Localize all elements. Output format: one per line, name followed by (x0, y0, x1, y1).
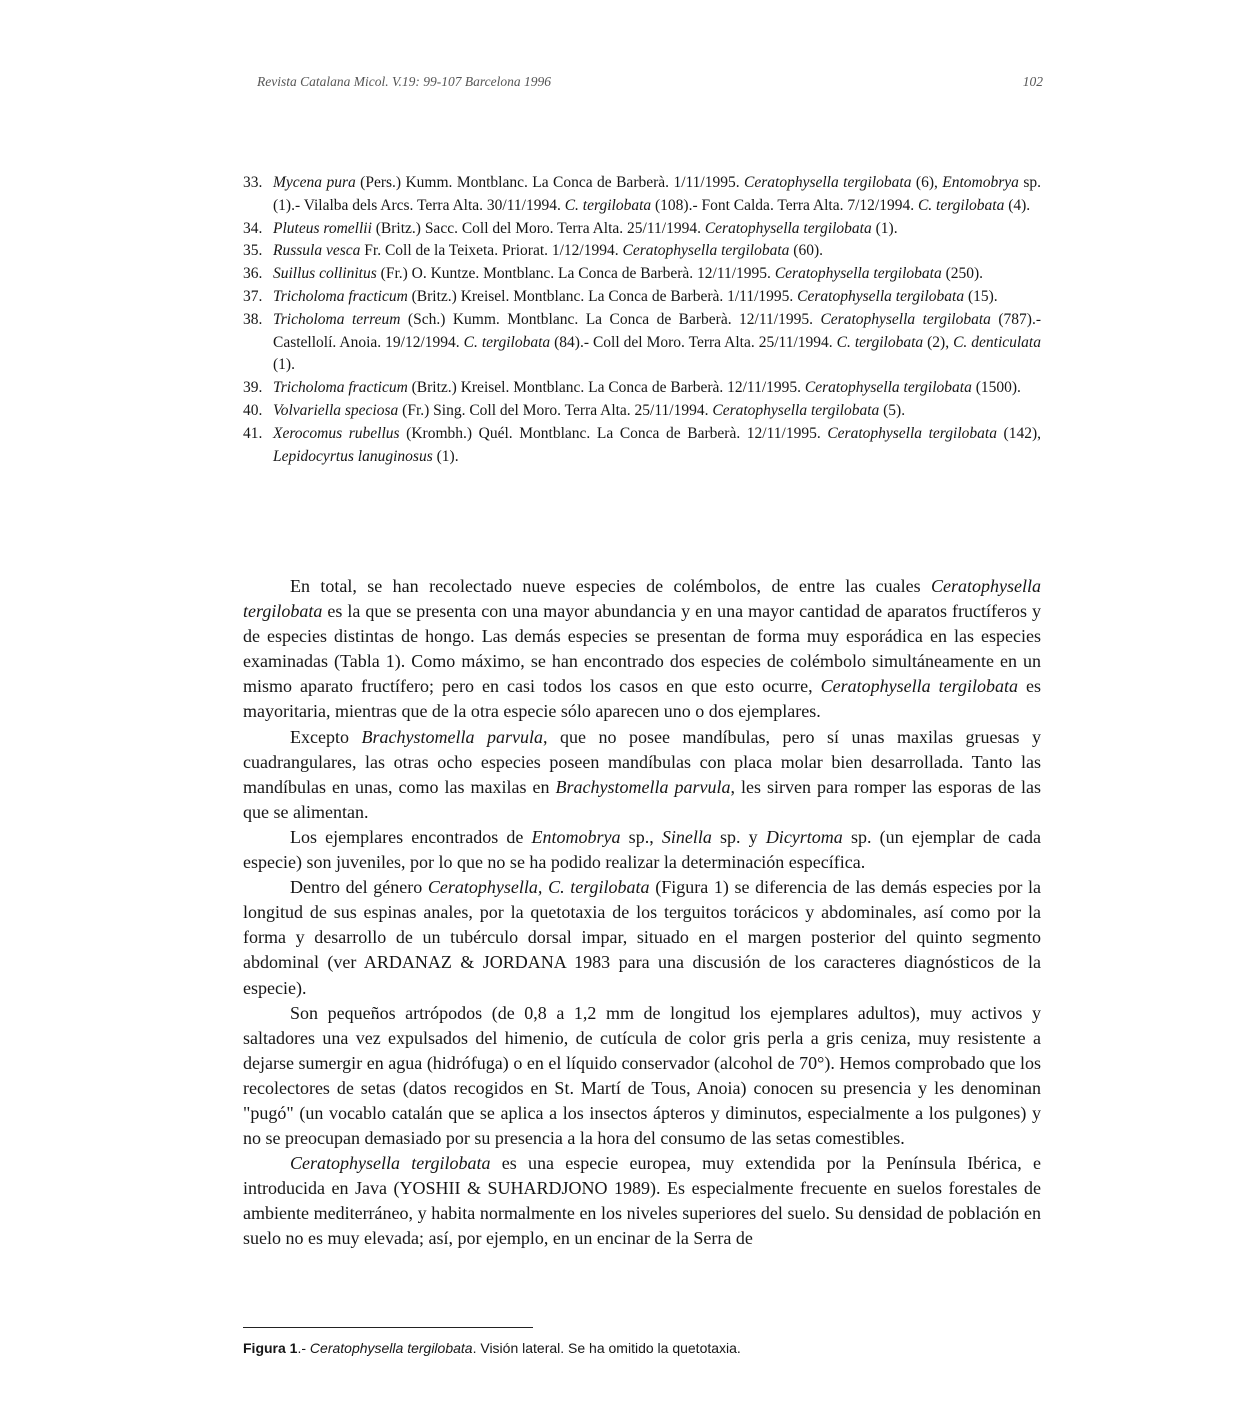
taxon-name: Tricholoma terreum (273, 310, 401, 328)
text-run: Excepto (290, 726, 362, 747)
record-item (243, 172, 1041, 218)
text-run: (1). (432, 447, 459, 465)
taxon-name: Ceratophysella, C. tergilobata (427, 877, 650, 898)
figure-caption (243, 1338, 1041, 1358)
record-number: 33. (243, 174, 263, 191)
text-run: (Fr.) O. Kuntze. Montblanc. La Conca de Barberà. 12/11/1995. (376, 265, 775, 283)
taxon-name: Entomobrya (942, 174, 1019, 191)
taxon-name: C. denticulata (953, 333, 1041, 351)
taxon-name: Entomobrya (531, 826, 621, 847)
text-run: (60). (789, 242, 823, 260)
text-run: (4). (1004, 196, 1031, 214)
text-run: (1). (871, 219, 898, 237)
taxon-name: Xerocomus rubellus (273, 424, 400, 442)
text-run: es la que se presenta con una mayor abundancia y en una mayor cantidad de aparatos fructíferos y de especies distintas de hongo. Las demás especies se presentan de forma muy esporádica en las especies examinadas (Tabla 1). Como máximo, se han encontrado dos especies de colémbolo simultáneamente en un mismo aparato fructífero; pero en casi todos los casos en que esto ocurre, (243, 601, 1041, 697)
text-run: , les sirven para romper las esporas de las que se alimentan. (243, 776, 1041, 822)
text-run: (Krombh.) Quél. Montblanc. La Conca de Barberà. 12/11/1995. (399, 424, 828, 442)
taxon-name: Ceratophysella tergilobata (820, 676, 1018, 697)
taxon-name: Ceratophysella tergilobata (744, 174, 912, 191)
record-number: 36. (243, 265, 263, 283)
paragraph (243, 1151, 1041, 1251)
taxon-name: Russula vesca (273, 242, 361, 260)
taxon-name: C. tergilobata (564, 196, 652, 214)
paragraph (243, 574, 1041, 725)
text-run: sp. (un ejemplar de cada especie) son juveniles, por lo que no se ha podido realizar la determinación específica. (243, 826, 1041, 873)
record-item (243, 309, 1041, 377)
taxon-name: Lepidocyrtus lanuginosus (273, 447, 433, 465)
taxon-name: Ceratophysella tergilobata (704, 219, 872, 237)
taxon-name: Dicyrtoma (765, 826, 843, 847)
text-run: (787).- Castellolí. Anoia. 19/12/1994. (273, 310, 1041, 351)
taxon-name: Ceratophysella tergilobata (804, 379, 972, 397)
text-run: (1). (273, 356, 295, 374)
paragraph (243, 1001, 1041, 1152)
text-run: , que no posee mandíbulas, pero sí unas maxilas gruesas y cuadrangulares, las otras ocho especies poseen mandíbulas con placa molar bien desarrollada. Tanto las mandíbulas en unas, como las maxilas en (243, 726, 1041, 797)
record-item (243, 423, 1041, 469)
taxon-name: Ceratophysella tergilobata (797, 287, 965, 305)
text-run: Fr. Coll de la Teixeta. Priorat. 1/12/1994. (360, 242, 623, 260)
text-run: sp., (620, 826, 662, 847)
text-run: Son pequeños artrópodos (de 0,8 a 1,2 mm de longitud los ejemplares adultos), muy activos y saltadores una vez expulsados del himenio, de cutícula de color gris perla a gris ceniza, muy resistente a dejarse sumergir en agua (hidrófuga) o en el líquido conservador (alcohol de 70°). Hemos comprobado que los recolectores de setas (datos recogidos en St. Martí de Tous, Anoia) conocen su presencia y les denominan "pugó" (un vocablo catalán que se aplica a los insectos ápteros y diminutos, especialmente a los pulgones) y no se preocupan demasiado por su presencia a la hora del consumo de las setas comestibles. (243, 1002, 1041, 1149)
page-number: 102 (1022, 74, 1043, 89)
text-run: (6), (911, 174, 943, 191)
text-run: (2), (923, 333, 954, 351)
text-run: (15). (964, 287, 998, 305)
taxon-name: C. tergilobata (836, 333, 924, 351)
caption-separator: .- (297, 1340, 310, 1356)
taxon-name: Mycena pura (273, 174, 356, 191)
paragraph (243, 825, 1041, 875)
record-number: 39. (243, 379, 263, 397)
taxon-name: Ceratophysella tergilobata (290, 1153, 491, 1174)
taxon-name: Tricholoma fracticum (273, 379, 408, 397)
record-number: 40. (243, 401, 263, 419)
text-run: (250). (941, 265, 984, 283)
text-run: es una especie europea, muy extendida por la Península Ibérica, e introducida en Java (YOSHII & SUHARDJONO 1989). Es especialmente frecuente en suelos forestales de ambiente mediterráneo, y habita normalmente en los niveles superiores del suelo. Su densidad de población en suelo no es muy elevada; así, por ejemplo, en un encinar de la Serra de (243, 1153, 1041, 1249)
text-run: (Britz.) Kreisel. Montblanc. La Conca de Barberà. 1/11/1995. (407, 287, 798, 305)
record-item (243, 286, 1041, 309)
taxon-name: C. tergilobata (463, 333, 551, 351)
text-run: (5). (879, 401, 906, 419)
caption-species: Ceratophysella tergilobata (309, 1340, 473, 1356)
text-run: sp. y (711, 826, 766, 847)
taxon-name: Pluteus romellii (273, 219, 372, 237)
text-run: (Fr.) Sing. Coll del Moro. Terra Alta. 25/11/1994. (398, 401, 713, 419)
text-run: En total, se han recolectado nueve especies de colémbolos, de entre las cuales (290, 576, 931, 596)
text-run: (84).- Coll del Moro. Terra Alta. 25/11/1994. (550, 333, 837, 351)
text-run: es mayoritaria, mientras que de la otra especie sólo aparecen uno o dos ejemplares. (243, 676, 1041, 722)
taxon-name: Ceratophysella tergilobata (622, 242, 790, 260)
text-run: (1500). (971, 379, 1021, 397)
footnote-rule (243, 1327, 533, 1328)
record-number: 35. (243, 242, 263, 260)
taxon-name: Ceratophysella tergilobata (774, 265, 942, 283)
record-number: 38. (243, 310, 263, 328)
taxon-name: Suillus collinitus (273, 265, 377, 283)
taxon-name: Brachystomella parvula (361, 726, 543, 747)
text-run: (Britz.) Kreisel. Montblanc. La Conca de Barberà. 12/11/1995. (407, 379, 805, 397)
text-run: (Pers.) Kumm. Montblanc. La Conca de Barberà. 1/11/1995. (355, 174, 745, 191)
caption-label: Figura 1 (243, 1340, 298, 1356)
record-item (243, 400, 1041, 423)
record-number: 34. (243, 219, 263, 237)
record-number: 41. (243, 424, 263, 442)
record-item (243, 377, 1041, 400)
paragraph (243, 875, 1041, 1000)
taxon-name: Ceratophysella tergilobata (827, 424, 997, 442)
taxon-name: Brachystomella parvula (555, 776, 731, 797)
text-run: (108).- Font Calda. Terra Alta. 7/12/1994. (651, 196, 918, 214)
text-run: sp. (1).- Vilalba dels Arcs. Terra Alta. 30/11/1994. (273, 174, 1041, 214)
body-text (243, 574, 1041, 1252)
taxon-name: Sinella (661, 826, 712, 847)
text-run: Dentro del género (290, 877, 428, 898)
record-item (243, 240, 1041, 263)
taxon-name: C. tergilobata (917, 196, 1005, 214)
caption-text: . Visión lateral. Se ha omitido la quetotaxia. (472, 1340, 741, 1356)
specimen-records-list (243, 172, 1041, 468)
taxon-name: Ceratophysella tergilobata (712, 401, 880, 419)
taxon-name: Ceratophysella tergilobata (820, 310, 991, 328)
text-run: Los ejemplares encontrados de (290, 826, 532, 847)
running-header (257, 74, 1043, 94)
text-run: (Britz.) Sacc. Coll del Moro. Terra Alta. 25/11/1994. (371, 219, 705, 237)
record-number: 37. (243, 287, 263, 305)
text-run: (Figura 1) se diferencia de las demás especies por la longitud de sus espinas anales, por la quetotaxia de los terguitos torácicos y abdominales, así como por la forma y desarrollo de un tubérculo dorsal impar, situado en el margen posterior del quinto segmento abdominal (ver ARDANAZ & JORDANA 1983 para una discusión de los caracteres diagnósticos de la especie). (243, 877, 1041, 998)
record-item (243, 218, 1041, 241)
taxon-name: Volvariella speciosa (273, 401, 399, 419)
journal-citation: Revista Catalana Micol. V.19: 99-107 Barcelona 1996 (257, 74, 551, 89)
paragraph (243, 725, 1041, 825)
record-item (243, 263, 1041, 286)
taxon-name: Tricholoma fracticum (273, 287, 408, 305)
text-run: (Sch.) Kumm. Montblanc. La Conca de Barberà. 12/11/1995. (400, 310, 821, 328)
text-run: (142), (996, 424, 1042, 442)
taxon-name: Ceratophysella tergilobata (243, 576, 1041, 622)
